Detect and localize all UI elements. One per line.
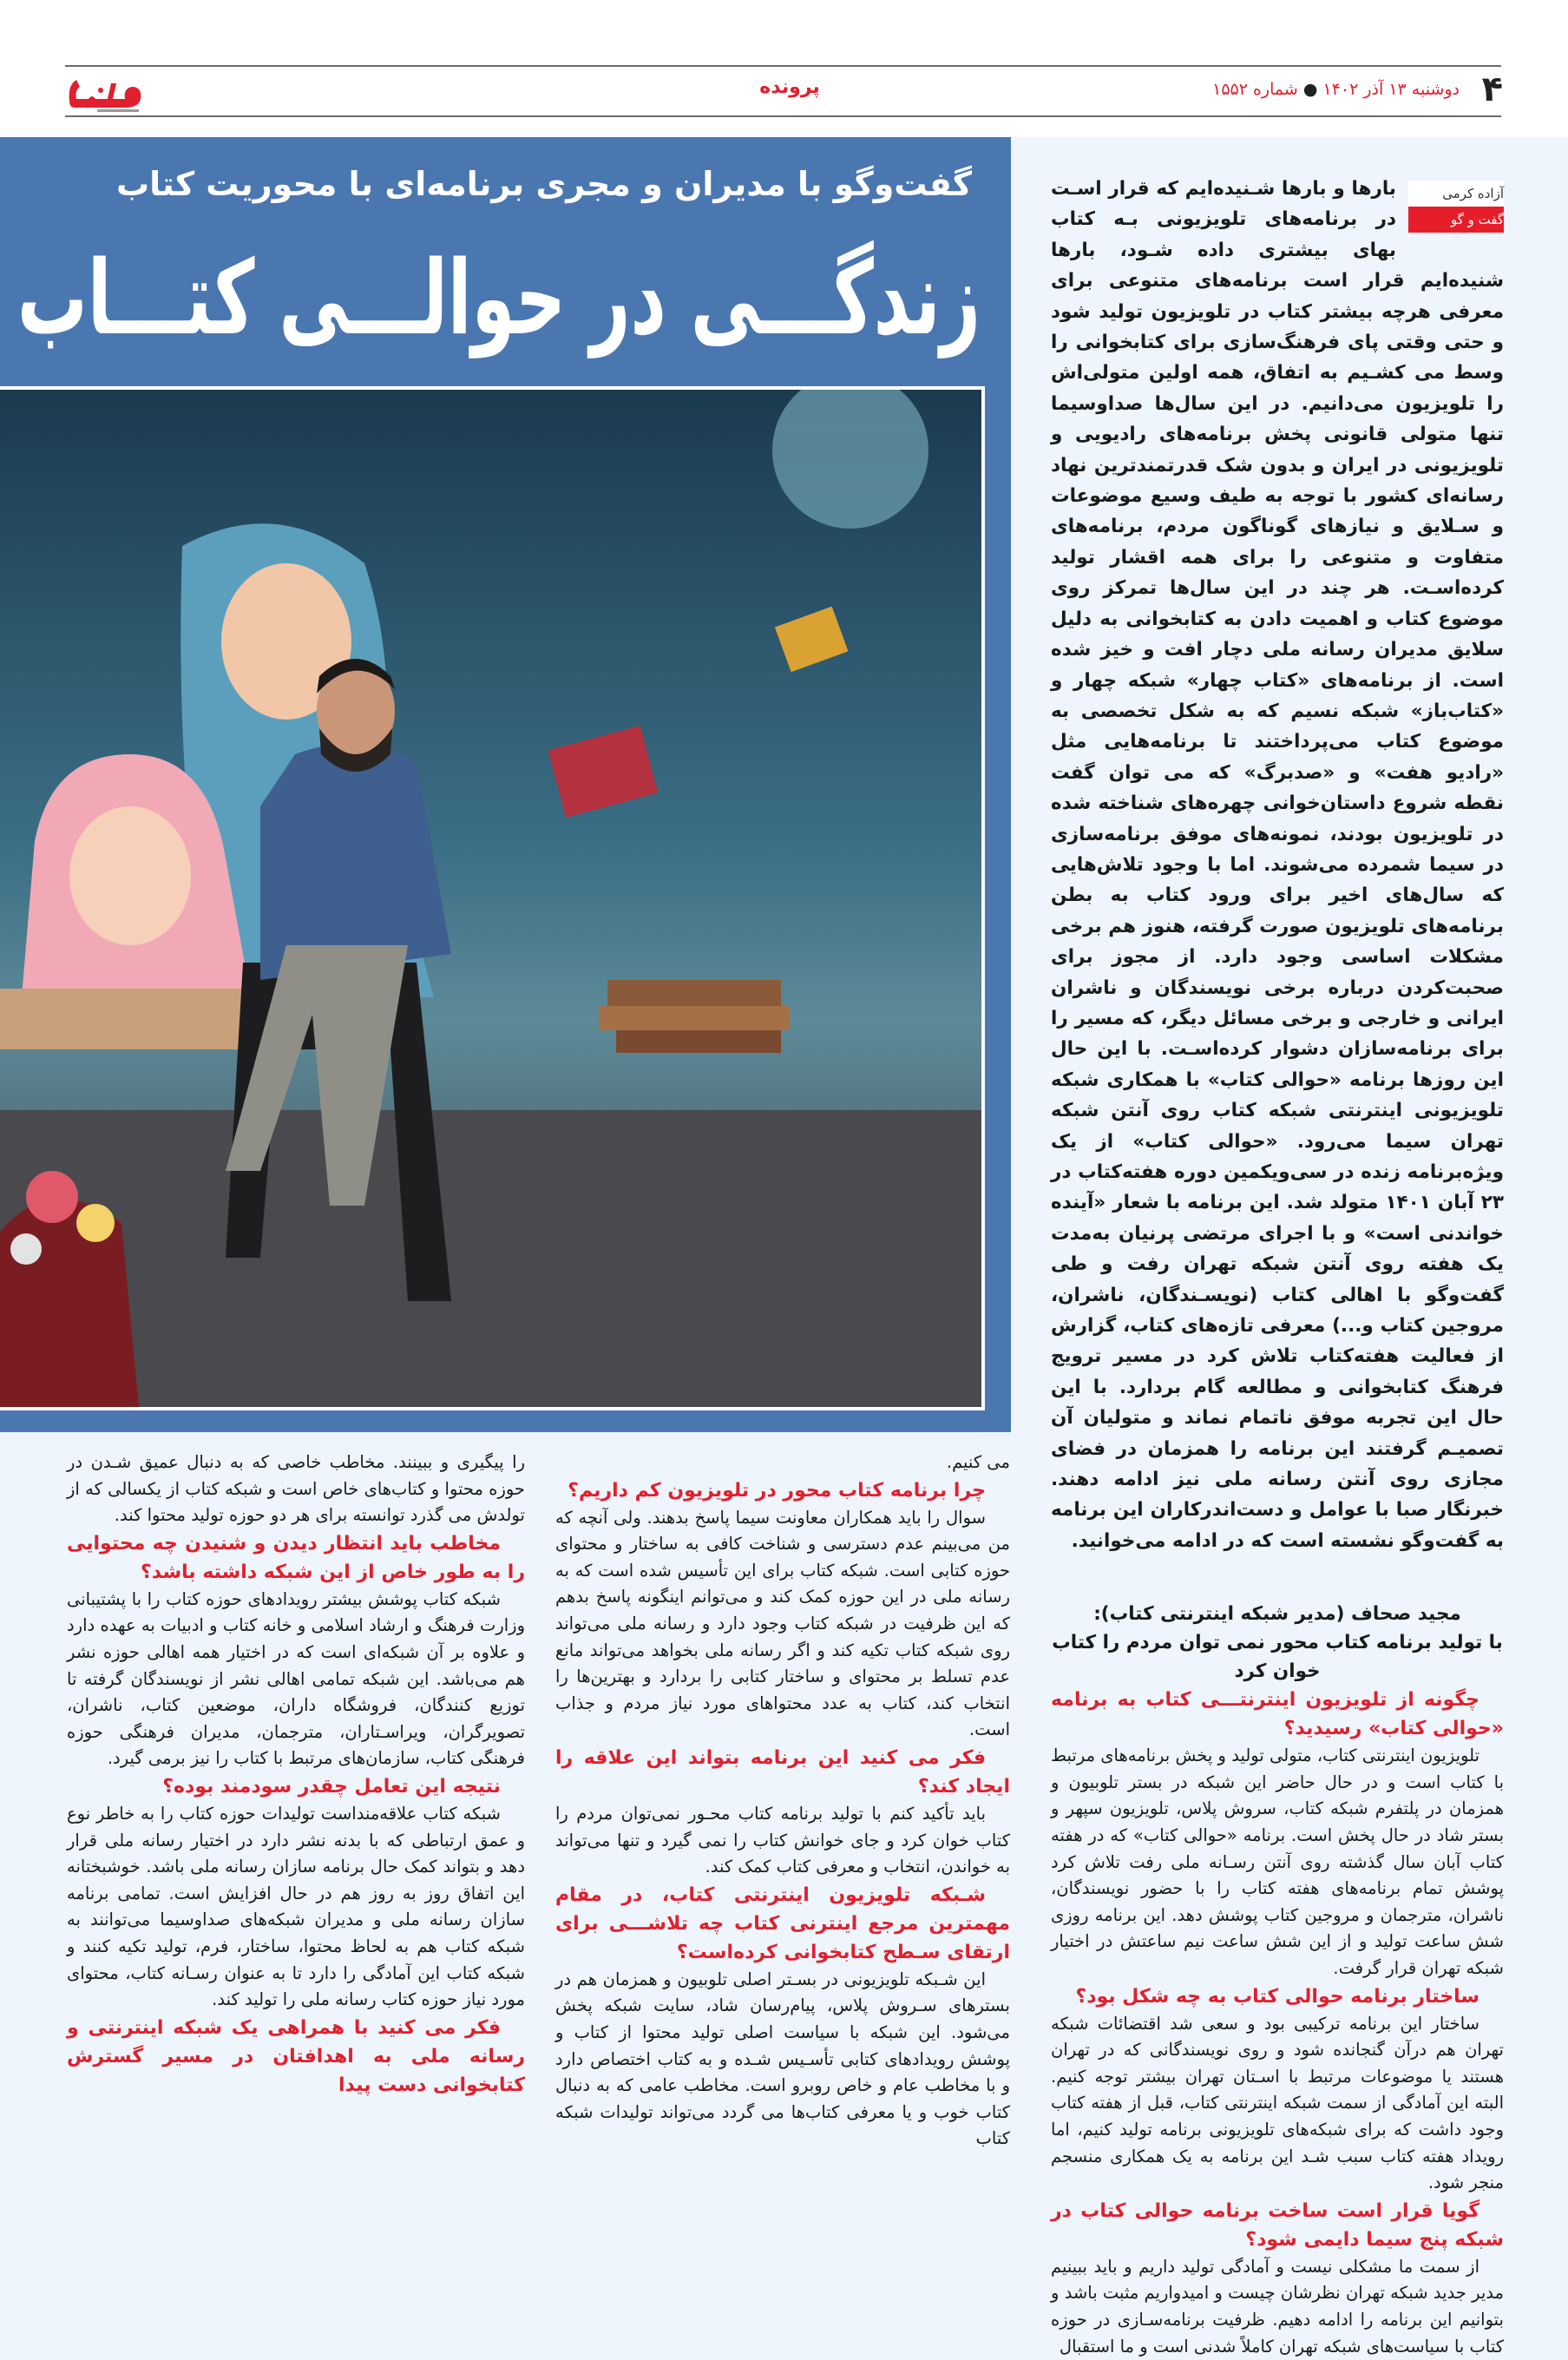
interview-answer: باید تأکید کنم با تولید برنامه کتاب محـور نمی‌توان مردم را کتاب خوان کرد و جای خوانش کتاب را نمی گیرد و تنها می‌تواند به خواندن، انتخاب و معرفی کتاب کمک کند.: [555, 1803, 1010, 1877]
interview-answer: می کنیم.: [946, 1452, 1010, 1472]
category-tag: گفت و گو: [1408, 207, 1504, 233]
article-title: زندگـــی در حوالـــی کتـــاب: [16, 238, 981, 358]
interview-question: فکر می کنید این برنامه بتواند این علاقه را ایجاد کند؟: [555, 1746, 1010, 1798]
page-header: [0, 0, 1568, 137]
section-name: پرونده: [759, 76, 820, 98]
column-middle: [555, 1450, 1010, 2153]
qa-blocks: [67, 1450, 525, 2100]
interview-answer: ساختار این برنامه ترکیبی بود و سعی شد اقتضائات شبکه تهران هم درآن گنجانده شود و روی نویسندگانی که در تهران هستند یا موضوعات مرتبط با اسـتان تهران بیشتر توجه کنیم. البته این آمادگی از سمت شبکه اینترنتی کتاب، قبل از هفته کتاب وجود داشت که برای شبکه‌های تلویزیونی برنامه تولید کنیم، اما رویداد هفته کتاب سبب شـد این برنامه به یک همکاری منسجم منجر شود.: [1051, 2013, 1504, 2193]
dateline: [1212, 80, 1460, 99]
saba-logo: [62, 68, 149, 116]
page-number: ۴: [1481, 69, 1503, 109]
header-top-rule: [65, 65, 1501, 67]
qa-blocks: [1051, 1686, 1504, 2360]
interviewee-name: مجید صحاف (مدیر شبکه اینترنتی کتاب):: [1093, 1603, 1461, 1626]
interview-question: ساختار برنامه حوالی کتاب به چه شکل بود؟: [1075, 1985, 1479, 2008]
interview-question: مخاطب باید انتظار دیدن و شنیدن چه محتوایی را به طور خاص از این شبکه داشته باشد؟: [67, 1532, 525, 1583]
article-kicker: گفت‌وگو با مدیران و مجری برنامه‌ای با محوریت کتاب: [115, 165, 972, 203]
column-left: [67, 1450, 525, 2100]
interview-question: شـبکه تلویزیون اینترنتی کتاب، در مقام مهمترین مرجع اینترنی کتاب چه تلاشـــی برای ارتقای سـطح کتابخوانی کرده‌است؟: [555, 1883, 1010, 1963]
interviewee-quote: با تولید برنامه کتاب محور نمی توان مردم را کتاب خوان کرد: [1052, 1632, 1503, 1683]
qa-blocks: [555, 1450, 1010, 2153]
column-right: [1051, 174, 1504, 2360]
article-photo: [0, 386, 985, 1410]
interview-answer: این شـبکه تلویزیونی در بسـتر اصلی تلوبیون و همزمان هم در بسترهای سـروش پلاس، پیام‌رسان شاد، سایت شبکه پخش می‌شود. این شبکه با سیاست اصلی تولید محتوا از کتاب و پوشش رویدادهای کتابی تأسـیس شـده و به کتاب اختصاص دارد و با مخاطب عام و خاص روبرو است. مخاطب عامی که به دنبال کتاب خوب و یا معرفی کتاب‌ها می گردد می‌تواند تولیدات شبکه کتاب: [555, 1969, 1010, 2149]
interview-answer: شبکه کتاب علاقه‌منداست تولیدات حوزه کتاب را به خاطر نوع و عمق ارتباطی که با بدنه نشر دارد در اختیار رسانه ملی قرار دهد و بتواند کمک حال برنامه سازان رسانه ملی باشد. خوشبختانه این اتفاق روز به روز هم در حال افزایش است. تمامی برنامه سازان رسانه ملی و مدیران شبکه‌های صداوسیما می‌توانند به شبکه کتاب هم به لحاظ محتوا، ساختار، فرم، تولید تکیه کنند و شبکه کتاب این آمادگی را دارد تا به عنوان رسـانه کتاب، محتوای مورد نیاز حوزه کتاب رسانه ملی را تولید کند.: [67, 1803, 525, 2010]
issue-date: دوشنبه ۱۳ آذر ۱۴۰۲: [1322, 80, 1460, 99]
interview-question: چرا برنامه کتاب محور در تلویزیون کم داریم؟: [567, 1479, 986, 1502]
article-intro: بارها و بارها شـنیده‌ایم که قرار اسـت در برنامه‌های تلویزیونی بـه کتاب بهای بیشتری داده شـود، بارها شنیده‌ایم قرار است برنامه‌های متنوعی برای معرفی هرچه بیشتر کتاب در تلویزیون تولید شود و حتی وقتی پای فرهنگ‌سازی برای کتابخوانی را وسط می کشـیم به اتفاق، همه اولین متولی‌اش را تلویزیون می‌دانیم. در این سال‌ها صداوسیما تنها متولی قانونی پخش برنامه‌های رادیویی و تلویزیونی در ایران و بدون شک قدرتمندترین نهاد رسانه‌ای کشور با توجه به طیف وسیع موضوعات و سـلایق و نیازهای گوناگون مردم، برنامه‌های متفاوت و متنوعی را برای همه اقشار تولید کرده‌اسـت. هر چند در این سال‌ها تمرکز روی موضوع کتاب و اهمیت دادن به کتابخوانی به دلیل سلایق مدیران رسانه ملی دچار افت و خیز شده است. از برنامه‌های «کتاب چهار» شبکه چهار و «کتاب‌باز» شبکه نسیم که به شکل تخصصی به موضوع کتاب می‌پرداختند تا برنامه‌هایی مثل «رادیو هفت» و «صدبرگ» که می توان گفت نقطه شروع داستان‌خوانی چهره‌های شناخته شده در تلویزیون بودند، نمونه‌های موفق برنامه‌سازی در سیما شمرده می‌شوند. اما با وجود تلاش‌هایی که سال‌های اخیر برای ورود کتاب به بطن برنامه‌های تلویزیون صورت گرفته، هنوز هم برخی مشکلات اساسی وجود دارد. از مجوز برای صحبت‌کردن درباره برخی نویسندگان و ناشران ایرانی و خارجی و برخی مسائل دیگر، که مسیر را برای برنامه‌سازان دشوار کرده‌اسـت. با این حال این روزها برنامه «حوالی کتاب» با همکاری شبکه تلویزیونی اینترنتی شبکه کتاب روی آنتن شبکه تهران سیما می‌رود. «حوالی کتاب» از یک ویژه‌برنامه زنده در سی‌ویکمین دوره هفته‌کتاب در ۲۳ آبان ۱۴۰۱ متولد شد. این برنامه با شعار «آینده خواندنی است» و با اجرای مرتضی پرنیان به‌مدت یک هفته روی آنتن شبکه تهران رفت و طی گفت‌وگو با اهالی کتاب (نویسـندگان، ناشران، مروجین کتاب و...) معرفی تازه‌های کتاب، گزارش از فعالیت هفته‌کتاب تلاش کرد در مسیر ترویج فرهنگ کتابخوانی و مطالعه گام بردارد. با این حال این تجربه موفق ناتمام نماند و متولیان آن تصمیـم گرفتند این برنامه را همزمان در فضای مجازی روی آنتن رسانه ملی نیز ادامه دهند. خبرنگار صبا با عوامل و دست‌اندرکاران این برنامه به گفت‌وگو نشسته است که در ادامه می‌خوانید.: [1051, 178, 1504, 1552]
interview-question: چگونه از تلویزیون اینترنتـــی کتاب به برنامه «حوالی کتاب» رسیدید؟: [1051, 1689, 1504, 1740]
header-bottom-rule: [65, 115, 1501, 117]
separator-dot: ●: [1302, 80, 1318, 99]
interviewee-header: [1051, 1600, 1504, 1686]
issue-number: شماره ۱۵۵۲: [1212, 80, 1298, 99]
byline-box: [1408, 181, 1504, 233]
author-name: آزاده کرمی: [1408, 181, 1504, 207]
interview-question: فکر می کنید با همراهی یک شبکه اینترنتی و رسانه ملی به اهدافتان در مسیر گسترش کتابخوانی دست پیدا: [67, 2016, 525, 2096]
interview-answer: سوال را باید همکاران معاونت سیما پاسخ بدهند. ولی آنچه که من می‌بینم عدم دسترسی و شناخت کافی به ساختار و محتوای حوزه کتابی است. شبکه کتاب برای این تأسیس شده است که به رسانه ملی در این حوزه کمک کند و می‌توانم اینگونه پاسخ بدهم که این ظرفیت در شبکه کتاب وجود دارد و رسانه ملی می‌تواند روی شبکه کتاب تکیه کند و اگر رسانه ملی بخواهد می‌تواند مانع عدم تسلط بر محتوای و ساختار کتابی را بردارد و بهترین‌ها را انتخاب کند، کتاب به عدد محتواهای مورد نیاز مردم و جذاب است.: [555, 1507, 1010, 1740]
interview-answer: را پیگیری و ببینند. مخاطب خاصی که به دنبال عمیق شـدن در حوزه محتوا و کتاب‌های خاص است و شبکه کتاب از یکسالی که از تولدش می گذرد توانسته برای هر دو حوزه تولید محتوا کند.: [67, 1452, 525, 1526]
interview-answer: از سمت ما مشکلی نیست و آمادگی تولید داریم و باید ببینیم مدیر جدید شبکه تهران نظرشان چیست و امیدواریم مثبت باشد و بتوانیم این برنامه را ادامه دهیم. ظرفیت برنامه‌سـازی در حوزه کتاب با سیاست‌های شبکه تهران کاملاً شدنی است و ما استقبال: [1051, 2256, 1504, 2357]
interview-answer: شبکه کتاب پوشش بیشتر رویدادهای حوزه کتاب را با پشتیبانی وزارت فرهنگ و ارشاد اسلامی و خانه کتاب و ادبیات به عهده دارد و علاوه بر آن شبکه‌ای است که در اختیار همه اهالی حوزه نشر هم می‌باشد. این شبکه تمامی اهالی نشر از نویسندگان گرفته تا توزیع کنندگان، فروشگاه داران، موضعین کتاب، ناشران، تصویرگران، ویراسـتاران، مترجمان، مدیران فرهنگی حوزه فرهنگی کتاب، سازمان‌های مرتبط با کتاب را نیز برمی گیرد.: [67, 1588, 525, 1769]
interview-question: گویا قرار است ساخت برنامه حوالی کتاب در شبکه پنج سیما دایمی شود؟: [1051, 2199, 1504, 2251]
interview-answer: تلویزیون اینترنتی کتاب، متولی تولید و پخش برنامه‌های مرتبط با کتاب است و در حال حاضر این شبکه در بستر تلوبیون و همزمان در پلتفرم شبکه کتاب، سروش پلاس، تلویزیون سپهر و بستر شاد در حال پخش است. برنامه «حوالی کتاب» که در هفته کتاب آبان سال گذشته روی آنتن رسـانه ملی رفت تلاش کرد پوشش تمام برنامه‌های هفته کتاب را با حضور نویسندگان، ناشران، مترجمان و مروجین کتاب پوشش دهد. این برنامه روزی شش ساعت تولید و از این شش ساعت نیم ساعتش در اختیار شبکه تهران قرار گرفت.: [1051, 1745, 1504, 1979]
interview-question: نتیجه این تعامل چقدر سودمند بوده؟: [162, 1775, 501, 1798]
